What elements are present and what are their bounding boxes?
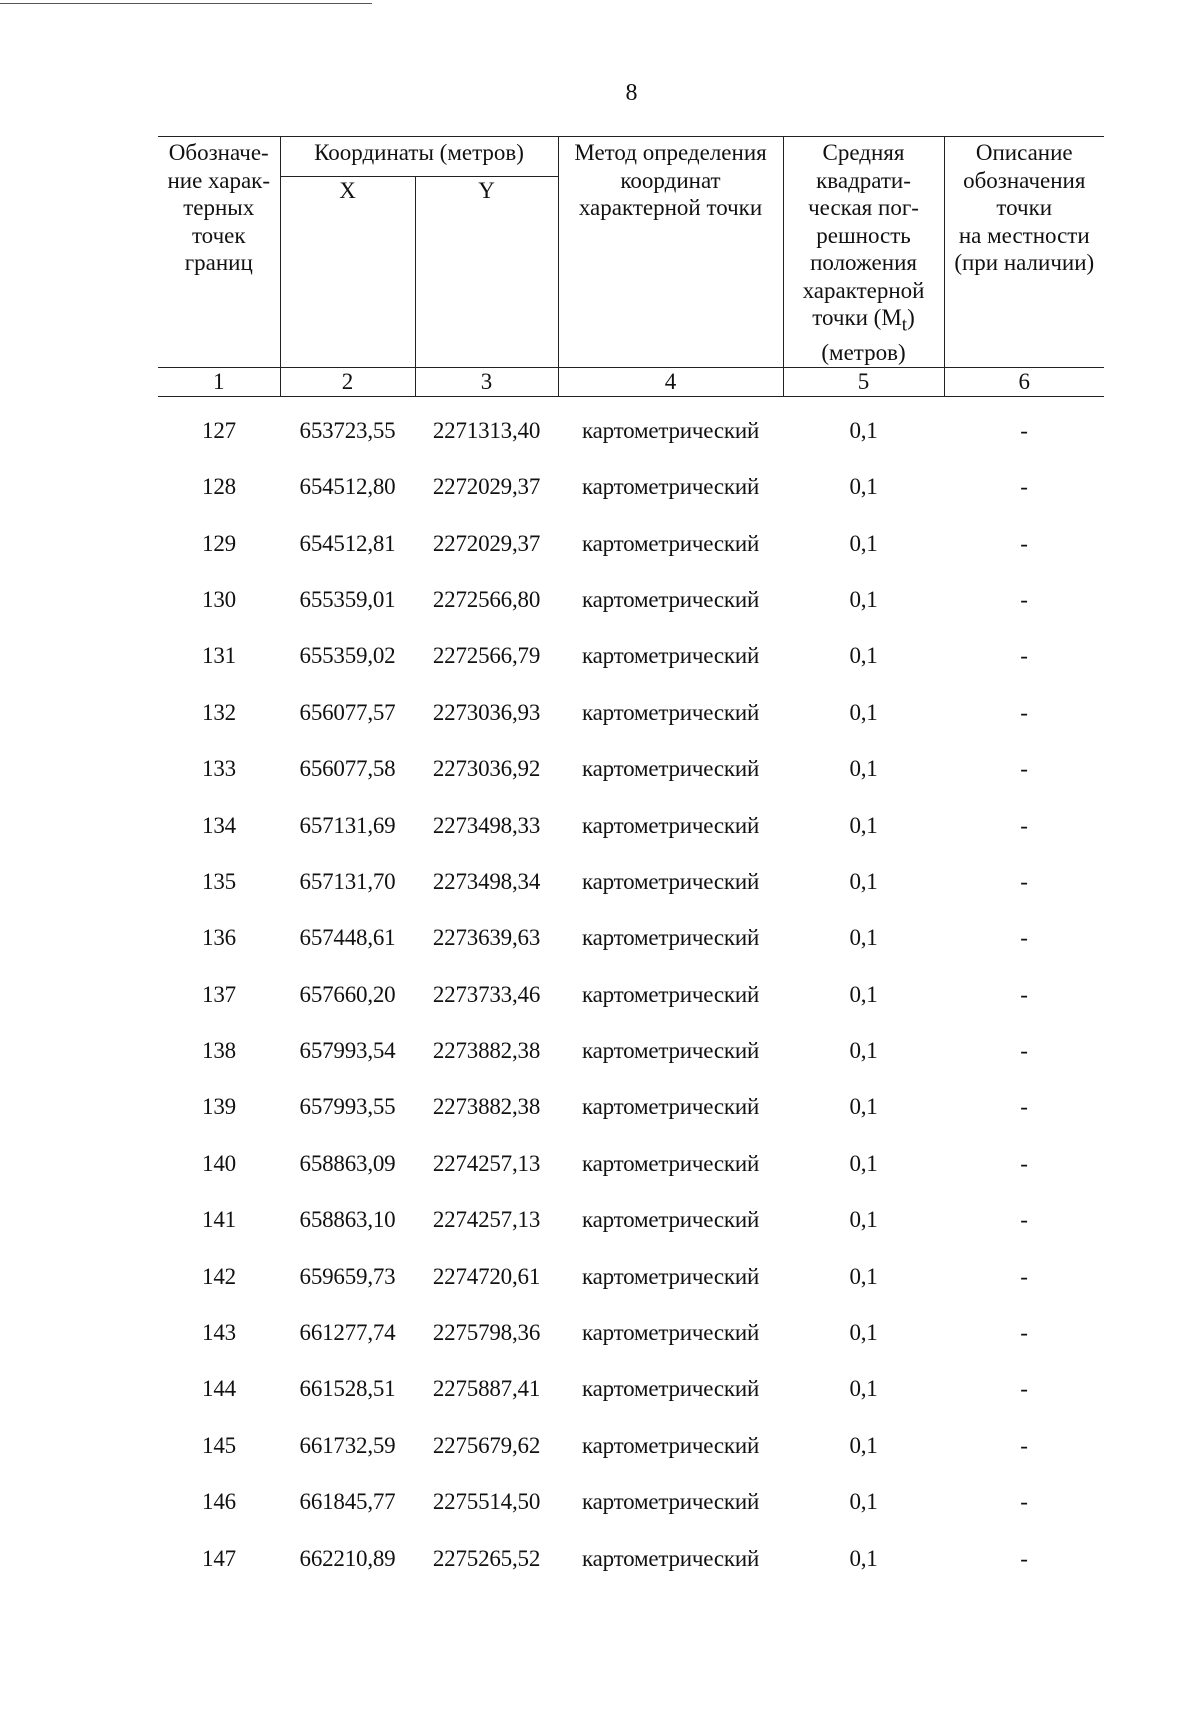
- cell-rms-error: 0,1: [849, 1320, 878, 1346]
- cell-x: 656077,57: [299, 699, 396, 725]
- cell-point-number: 138: [202, 1038, 236, 1064]
- table-row: [158, 1418, 1104, 1474]
- table-row: [158, 797, 1104, 853]
- table-row: [158, 685, 1104, 741]
- header-line: Обозначе-: [168, 140, 269, 165]
- header-line: терных: [183, 195, 255, 220]
- cell-rms-error: 0,1: [849, 1545, 878, 1571]
- cell-method: картометрический: [581, 1150, 760, 1176]
- header-subscript-t: t: [901, 314, 908, 336]
- cell-method: картометрический: [581, 586, 760, 612]
- header-description: [944, 137, 1104, 368]
- table-row: [158, 1474, 1104, 1530]
- table-row: [158, 1023, 1104, 1079]
- cell-description: -: [1020, 586, 1028, 612]
- cell-method: картометрический: [581, 643, 760, 669]
- cell-rms-error: 0,1: [849, 1207, 878, 1233]
- cell-description: -: [1020, 699, 1028, 725]
- cell-point-number: 130: [202, 586, 236, 612]
- header-line: ние харак-: [167, 167, 271, 193]
- cell-method: картометрический: [581, 1263, 760, 1289]
- cell-method: картометрический: [581, 756, 760, 782]
- cell-x: 661528,51: [299, 1376, 396, 1402]
- scan-edge-line: [0, 3, 372, 4]
- cell-x: 661277,74: [299, 1320, 396, 1346]
- cell-description: -: [1020, 1320, 1028, 1346]
- cell-description: -: [1020, 643, 1028, 669]
- cell-point-number: 144: [202, 1376, 236, 1402]
- cell-point-number: 131: [202, 643, 236, 669]
- cell-description: -: [1020, 756, 1028, 782]
- cell-point-number: 136: [202, 925, 236, 951]
- cell-point-number: 140: [202, 1150, 236, 1176]
- table-row: [158, 1361, 1104, 1417]
- cell-x: 657131,70: [299, 868, 396, 894]
- cell-point-number: 129: [202, 530, 236, 556]
- header-line: ческая пог-: [808, 195, 919, 220]
- cell-y: 2275798,36: [432, 1320, 541, 1346]
- cell-description: -: [1020, 1150, 1028, 1176]
- cell-y: 2274257,13: [432, 1207, 541, 1233]
- cell-point-number: 135: [202, 868, 236, 894]
- header-closing-paren: ): [907, 305, 915, 330]
- cell-method: картометрический: [581, 812, 760, 838]
- cell-description: -: [1020, 1489, 1028, 1515]
- cell-rms-error: 0,1: [849, 1038, 878, 1064]
- table-row: [158, 854, 1104, 910]
- table-body: [158, 396, 1104, 1587]
- table-row: [158, 1248, 1104, 1304]
- cell-x: 659659,73: [299, 1263, 396, 1289]
- cell-description: -: [1020, 1094, 1028, 1120]
- header-line: решность: [816, 222, 911, 248]
- cell-y: 2272029,37: [432, 474, 541, 500]
- cell-x: 657993,54: [299, 1038, 396, 1064]
- header-line: (метров): [821, 340, 906, 366]
- cell-method: картометрический: [581, 1320, 760, 1346]
- header-line: положения: [810, 250, 917, 275]
- cell-rms-error: 0,1: [849, 868, 878, 894]
- cell-method: картометрический: [581, 868, 760, 894]
- cell-point-number: 141: [202, 1207, 236, 1233]
- page-number: 8: [625, 80, 638, 106]
- cell-description: -: [1020, 981, 1028, 1007]
- cell-method: картометрический: [581, 530, 760, 556]
- cell-x: 661732,59: [299, 1432, 396, 1458]
- cell-y: 2275265,52: [432, 1545, 541, 1571]
- table-row: [158, 628, 1104, 684]
- header-line: точек: [191, 222, 246, 248]
- cell-method: картометрический: [581, 1038, 760, 1064]
- cell-x: 657131,69: [299, 812, 396, 838]
- cell-y: 2273498,33: [432, 812, 541, 838]
- cell-method: картометрический: [581, 699, 760, 725]
- table-row: [158, 741, 1104, 797]
- cell-y: 2275887,41: [432, 1376, 541, 1402]
- header-method: [558, 137, 783, 368]
- table-row: [158, 459, 1104, 515]
- column-number: 3: [415, 367, 558, 396]
- cell-description: -: [1020, 868, 1028, 894]
- cell-y: 2272029,37: [432, 530, 541, 556]
- cell-method: картометрический: [581, 925, 760, 951]
- header-line: характерной: [802, 277, 925, 303]
- cell-method: картометрический: [581, 1376, 760, 1402]
- coordinates-table: [158, 136, 1104, 1587]
- cell-point-number: 146: [202, 1489, 236, 1515]
- header-line: характерной точки: [578, 195, 763, 220]
- table-row: [158, 1305, 1104, 1361]
- column-number: 1: [158, 367, 280, 396]
- cell-rms-error: 0,1: [849, 812, 878, 838]
- column-number: 4: [558, 367, 783, 396]
- cell-rms-error: 0,1: [849, 643, 878, 669]
- cell-rms-error: 0,1: [849, 1094, 878, 1120]
- cell-y: 2272566,79: [432, 643, 541, 669]
- cell-point-number: 142: [202, 1263, 236, 1289]
- cell-method: картометрический: [581, 417, 760, 443]
- column-number-row: [158, 367, 1104, 396]
- cell-description: -: [1020, 925, 1028, 951]
- cell-point-number: 134: [202, 812, 236, 838]
- header-line: обозначения: [963, 167, 1086, 193]
- cell-x: 656077,58: [299, 756, 396, 782]
- header-y: Y: [415, 176, 558, 367]
- cell-point-number: 133: [202, 756, 236, 782]
- cell-y: 2274720,61: [432, 1263, 541, 1289]
- cell-x: 657993,55: [299, 1094, 396, 1120]
- cell-rms-error: 0,1: [849, 1263, 878, 1289]
- cell-method: картометрический: [581, 981, 760, 1007]
- cell-y: 2272566,80: [432, 586, 541, 612]
- header-line: на местности: [958, 222, 1090, 248]
- cell-point-number: 127: [202, 417, 236, 443]
- cell-rms-error: 0,1: [849, 1432, 878, 1458]
- header-line: границ: [184, 250, 253, 275]
- cell-y: 2273882,38: [432, 1094, 541, 1120]
- header-line: (при наличии): [954, 250, 1095, 275]
- cell-rms-error: 0,1: [849, 699, 878, 725]
- cell-y: 2274257,13: [432, 1150, 541, 1176]
- cell-point-number: 143: [202, 1320, 236, 1346]
- header-line: точки: [996, 195, 1053, 220]
- column-number: 2: [280, 367, 415, 396]
- cell-point-number: 139: [202, 1094, 236, 1120]
- cell-x: 657448,61: [299, 925, 396, 951]
- header-rms-error: [783, 137, 944, 368]
- cell-x: 658863,10: [299, 1207, 396, 1233]
- cell-x: 653723,55: [299, 417, 396, 443]
- cell-rms-error: 0,1: [849, 981, 878, 1007]
- cell-y: 2273036,93: [432, 699, 541, 725]
- cell-y: 2273639,63: [432, 925, 541, 951]
- cell-rms-error: 0,1: [849, 1489, 878, 1515]
- cell-y: 2273498,34: [432, 868, 541, 894]
- header-line: Метод определения: [574, 140, 767, 165]
- cell-y: 2273882,38: [432, 1038, 541, 1064]
- cell-description: -: [1020, 1263, 1028, 1289]
- cell-description: -: [1020, 1432, 1028, 1458]
- cell-rms-error: 0,1: [849, 1376, 878, 1402]
- cell-rms-error: 0,1: [849, 756, 878, 782]
- table-row: [158, 572, 1104, 628]
- table-row: [158, 515, 1104, 571]
- cell-description: -: [1020, 1376, 1028, 1402]
- header-line: квадрати-: [816, 167, 911, 193]
- cell-rms-error: 0,1: [849, 474, 878, 500]
- cell-y: 2273733,46: [432, 981, 541, 1007]
- header-line: Средняя: [822, 140, 905, 165]
- table-row: [158, 910, 1104, 966]
- cell-description: -: [1020, 530, 1028, 556]
- cell-description: -: [1020, 417, 1028, 443]
- table-row: [158, 1530, 1104, 1586]
- cell-rms-error: 0,1: [849, 530, 878, 556]
- cell-x: 655359,02: [299, 643, 396, 669]
- cell-description: -: [1020, 812, 1028, 838]
- cell-description: -: [1020, 1038, 1028, 1064]
- header-point-designation: [158, 137, 280, 368]
- cell-method: картометрический: [581, 1207, 760, 1233]
- header-line: Описание: [975, 140, 1073, 165]
- cell-x: 654512,80: [299, 474, 396, 500]
- table-row: [158, 1079, 1104, 1135]
- cell-x: 662210,89: [299, 1545, 396, 1571]
- column-number: 6: [944, 367, 1104, 396]
- cell-y: 2273036,92: [432, 756, 541, 782]
- table-row: [158, 1192, 1104, 1248]
- table-row: [158, 396, 1104, 459]
- cell-description: -: [1020, 1545, 1028, 1571]
- cell-point-number: 132: [202, 699, 236, 725]
- header-line-mt-text: точки (M: [812, 305, 902, 330]
- cell-method: картометрический: [581, 474, 760, 500]
- cell-method: картометрический: [581, 1094, 760, 1120]
- table-row: [158, 1136, 1104, 1192]
- cell-x: 658863,09: [299, 1150, 396, 1176]
- cell-y: 2275679,62: [432, 1432, 541, 1458]
- header-coordinates-group: Координаты (метров): [280, 137, 558, 177]
- cell-method: картометрический: [581, 1545, 760, 1571]
- cell-rms-error: 0,1: [849, 417, 878, 443]
- header-line-mt: [786, 304, 942, 339]
- table-header: [158, 137, 1104, 397]
- cell-rms-error: 0,1: [849, 925, 878, 951]
- cell-x: 654512,81: [299, 530, 396, 556]
- header-x: X: [280, 176, 415, 367]
- cell-description: -: [1020, 1207, 1028, 1233]
- cell-method: картометрический: [581, 1432, 760, 1458]
- cell-rms-error: 0,1: [849, 586, 878, 612]
- header-line: координат: [620, 167, 721, 193]
- table-row: [158, 967, 1104, 1023]
- cell-description: -: [1020, 474, 1028, 500]
- cell-y: 2275514,50: [432, 1489, 541, 1515]
- cell-point-number: 147: [202, 1545, 236, 1571]
- cell-x: 661845,77: [299, 1489, 396, 1515]
- cell-point-number: 137: [202, 981, 236, 1007]
- cell-rms-error: 0,1: [849, 1150, 878, 1176]
- cell-y: 2271313,40: [432, 417, 541, 443]
- cell-method: картометрический: [581, 1489, 760, 1515]
- cell-point-number: 128: [202, 474, 236, 500]
- cell-x: 655359,01: [299, 586, 396, 612]
- cell-point-number: 145: [202, 1432, 236, 1458]
- cell-x: 657660,20: [299, 981, 396, 1007]
- column-number: 5: [783, 367, 944, 396]
